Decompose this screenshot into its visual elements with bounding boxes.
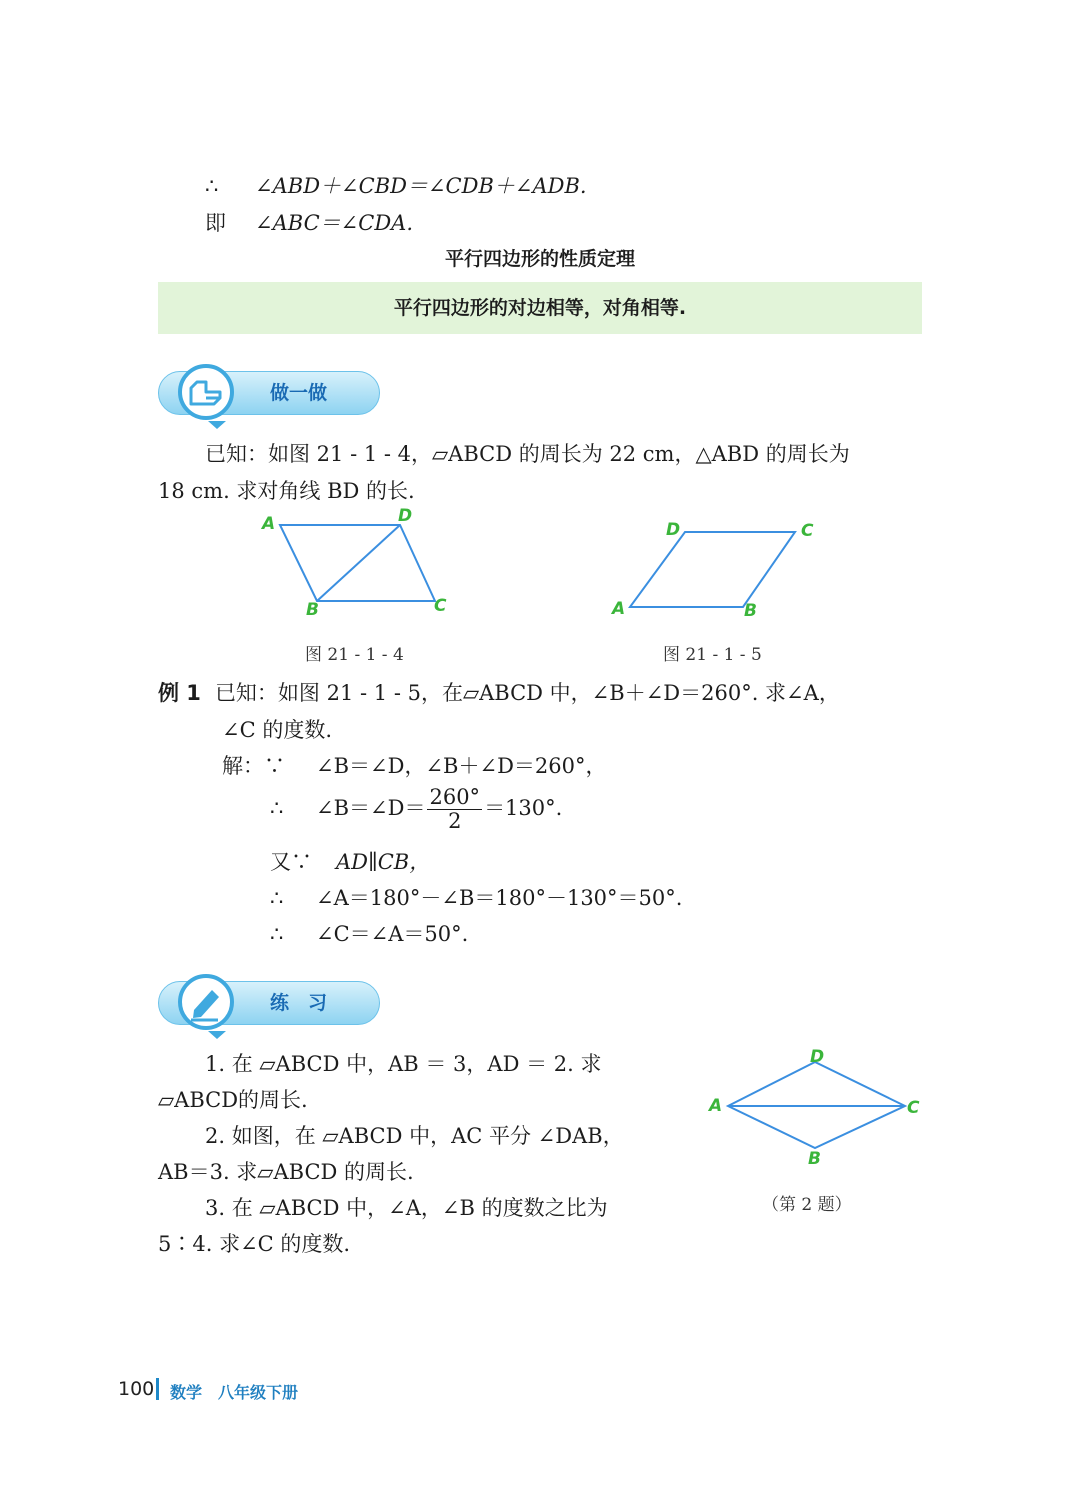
page-number: 100 [118, 1378, 155, 1400]
proof-line-1-text: ∠ABD＋∠CBD＝∠CDB＋∠ADB. [255, 174, 587, 198]
vertex-c-label: C [907, 1098, 920, 1118]
namely-symbol: 即 [205, 211, 226, 235]
vertex-a-label: A [709, 1096, 723, 1116]
hand-icon [178, 364, 234, 420]
vertex-d-label: D [666, 520, 681, 540]
therefore-symbol: ∴ [270, 796, 284, 821]
practice-label: 练 习 [270, 992, 328, 1014]
figure-21-1-4 [250, 505, 480, 630]
do-it-label: 做一做 [270, 382, 328, 404]
fraction-denominator: 2 [448, 809, 462, 834]
solution-text-2-pre: ∠B＝∠D＝ [316, 796, 426, 821]
theorem-title: 平行四边形的性质定理 [444, 248, 635, 270]
therefore-symbol: ∴ [270, 886, 284, 910]
vertex-b-label: B [808, 1149, 821, 1169]
therefore-symbol: ∴ [205, 174, 219, 198]
practice-banner [158, 981, 380, 1025]
figure-5-caption: 图 21 - 1 - 5 [663, 645, 762, 665]
solution-line-4 [270, 882, 682, 912]
example-line-2: ∠C 的度数. [222, 718, 333, 742]
exercise-3-line-2: 5∶4. 求∠C 的度数. [158, 1232, 351, 1256]
solution-text-1: ∠B＝∠D，∠B＋∠D＝260°， [316, 754, 607, 778]
figure-exercise-2-caption: （第 2 题） [762, 1195, 852, 1215]
solution-line-3 [270, 846, 430, 876]
solution-line-2 [270, 786, 562, 833]
proof-line-2 [205, 207, 413, 237]
vertex-c-label: C [801, 521, 814, 541]
exercise-3-line-1: 3. 在 ▱ABCD 中，∠A，∠B 的度数之比为 [205, 1196, 608, 1220]
solution-text-4: ∠A＝180°－∠B＝180°－130°＝50°. [316, 886, 683, 910]
solution-text-2-post: ＝130°. [484, 796, 563, 821]
figure-4-caption: 图 21 - 1 - 4 [305, 645, 404, 665]
example-line-1 [158, 677, 840, 707]
example-text-1: 已知：如图 21 - 1 - 5，在▱ABCD 中，∠B＋∠D＝260°. 求∠A， [214, 681, 840, 705]
vertex-b-label: B [744, 601, 757, 621]
diagonal-bd [317, 525, 400, 601]
exercise-2-line-2: AB＝3. 求▱ABCD 的周长. [158, 1160, 414, 1184]
fraction-numerator: 260° [429, 785, 481, 809]
theorem-statement: 平行四边形的对边相等，对角相等. [158, 282, 922, 334]
fraction [427, 786, 482, 833]
vertex-d-label: D [810, 1047, 825, 1067]
vertex-d-label: D [398, 506, 413, 526]
figure-21-1-5 [600, 510, 830, 625]
solution-text-3: AD∥CB， [336, 850, 431, 874]
footer-divider [156, 1378, 159, 1400]
proof-line-2-text: ∠ABC＝∠CDA. [255, 211, 413, 235]
problem-line-2: 18 cm. 求对角线 BD 的长. [158, 479, 415, 503]
vertex-b-label: B [306, 600, 319, 620]
pencil-icon [178, 974, 234, 1030]
banner-pointer [208, 421, 226, 429]
proof-line-1 [205, 170, 587, 200]
book-title: 数学 八年级下册 [170, 1383, 299, 1402]
example-label: 例 1 [158, 681, 201, 705]
therefore-symbol: ∴ [270, 922, 284, 946]
exercise-1-line-2: ▱ABCD的周长. [158, 1088, 308, 1112]
solution-line-1 [222, 750, 607, 780]
vertex-a-label: A [262, 514, 276, 534]
figure-exercise-2 [700, 1040, 930, 1170]
because-symbol: 又∵ [270, 850, 312, 874]
vertex-a-label: A [612, 599, 626, 619]
exercise-2-line-1: 2. 如图，在 ▱ABCD 中，AC 平分 ∠DAB， [205, 1124, 624, 1148]
vertex-c-label: C [434, 596, 447, 616]
exercise-1-line-1: 1. 在 ▱ABCD 中，AB ＝ 3，AD ＝ 2. 求 [205, 1052, 602, 1076]
parallelogram-abcd [630, 532, 795, 607]
solution-label: 解：∵ [222, 754, 285, 778]
problem-line-1: 已知：如图 21 - 1 - 4，▱ABCD 的周长为 22 cm，△ABD 的周长为 [205, 442, 850, 466]
solution-line-5 [270, 918, 468, 948]
do-it-banner [158, 371, 380, 415]
solution-text-5: ∠C＝∠A＝50°. [316, 922, 469, 946]
banner-pointer [208, 1031, 226, 1039]
